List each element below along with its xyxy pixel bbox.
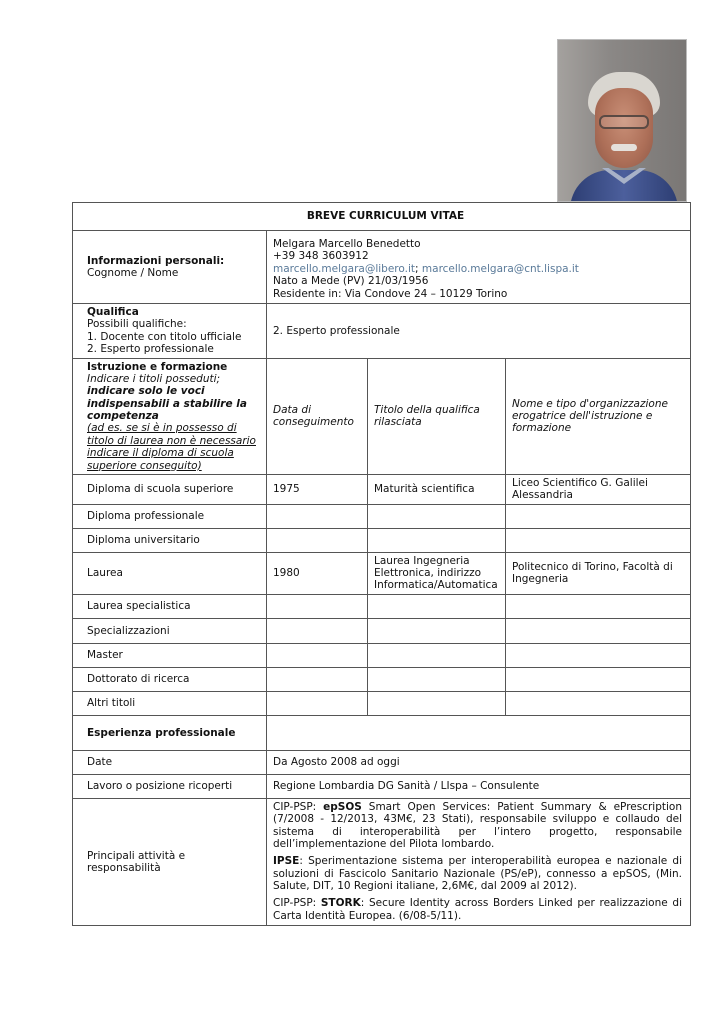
row-title: Maturità scientifica	[368, 474, 506, 504]
esperienza-job-row	[73, 774, 691, 798]
row-org	[506, 594, 691, 618]
table-row	[73, 528, 691, 552]
row-org	[506, 667, 691, 691]
email-link-1[interactable]: marcello.melgara@libero.it	[273, 262, 416, 275]
row-date: 1975	[267, 474, 368, 504]
row-title	[368, 594, 506, 618]
qualifica-label-cell	[73, 304, 267, 359]
qualifica-line-3: 2. Esperto professionale	[87, 343, 214, 356]
esperienza-activities-label: Principali attività e responsabilità	[73, 798, 267, 925]
email-separator: ;	[415, 262, 419, 275]
table-row	[73, 643, 691, 667]
profile-photo	[557, 39, 687, 202]
row-title	[368, 691, 506, 715]
row-label: Diploma di scuola superiore	[73, 474, 267, 504]
esperienza-date-value: Da Agosto 2008 ad oggi	[267, 750, 691, 774]
row-label: Laurea	[73, 552, 267, 594]
row-date	[267, 667, 368, 691]
row-title: Laurea Ingegneria Elettronica, indirizzo Informatica/Automatica	[368, 552, 506, 594]
esperienza-date-label: Date	[73, 750, 267, 774]
personal-label: Informazioni personali:	[87, 254, 225, 267]
esperienza-label: Esperienza professionale	[73, 715, 267, 750]
row-label: Laurea specialistica	[73, 594, 267, 618]
istruzione-intro: Indicare i titoli posseduti;	[87, 372, 221, 385]
table-row	[73, 667, 691, 691]
istruzione-label-cell	[73, 358, 267, 474]
istruzione-note: (ad es. se si è in possesso di titolo di laurea non è necessario indicare il diploma di scuola superiore conseguito)	[87, 422, 256, 472]
table-row	[73, 691, 691, 715]
qualifica-line-1: Possibili qualifiche:	[87, 318, 187, 331]
person-residence: Residente in: Via Condove 24 – 10129 Torino	[273, 287, 508, 300]
table-row	[73, 594, 691, 618]
esperienza-job-label: Lavoro o posizione ricoperti	[73, 774, 267, 798]
personal-sublabel: Cognome / Nome	[87, 267, 179, 279]
table-row	[73, 474, 691, 504]
esperienza-activities-row	[73, 798, 691, 925]
col-header-title: Titolo della qualifica rilasciata	[368, 358, 506, 474]
row-org	[506, 528, 691, 552]
esperienza-activities-value	[267, 798, 691, 925]
qualifica-value: 2. Esperto professionale	[267, 304, 691, 359]
person-name: Melgara Marcello Benedetto	[273, 238, 421, 251]
row-label: Diploma universitario	[73, 528, 267, 552]
istruzione-header-row	[73, 358, 691, 474]
table-row	[73, 552, 691, 594]
qualifica-line-2: 1. Docente con titolo ufficiale	[87, 330, 242, 343]
row-org: Liceo Scientifico G. Galilei Alessandria	[506, 474, 691, 504]
row-title	[368, 618, 506, 643]
row-org	[506, 643, 691, 667]
email-link-2[interactable]: marcello.melgara@cnt.lispa.it	[421, 262, 579, 275]
row-label: Diploma professionale	[73, 504, 267, 528]
row-label: Altri titoli	[73, 691, 267, 715]
row-org: Politecnico di Torino, Facoltà di Ingegneria	[506, 552, 691, 594]
row-title	[368, 643, 506, 667]
esperienza-date-row	[73, 750, 691, 774]
col-header-date: Data di conseguimento	[267, 358, 368, 474]
cv-table	[72, 202, 691, 926]
row-title	[368, 504, 506, 528]
personal-info-label	[73, 231, 267, 304]
row-date	[267, 504, 368, 528]
activity-stork: CIP-PSP: STORK: Secure Identity across Borders Linked per realizzazione di Carta Identità Europea. (6/08-5/11).	[273, 897, 682, 922]
col-header-org: Nome e tipo d'organizzazione erogatrice dell'istruzione e formazione	[506, 358, 691, 474]
personal-info-row	[73, 231, 691, 304]
table-row	[73, 618, 691, 643]
row-label: Dottorato di ricerca	[73, 667, 267, 691]
row-date	[267, 643, 368, 667]
row-org	[506, 618, 691, 643]
row-date	[267, 528, 368, 552]
activity-epsos: CIP-PSP: epSOS Smart Open Services: Patient Summary & ePrescription (7/2008 - 12/2013, 43M€, 23 Stati), responsabile sviluppo e collaudo del sistema di interoperabilità per l’intero progetto, responsabile dell’implementazione del Pilota lombardo.	[273, 800, 683, 850]
istruzione-intro-bold: indicare solo le voci indispensabili a stabilire la competenza	[87, 385, 247, 422]
qualifica-label: Qualifica	[87, 306, 139, 318]
row-org	[506, 504, 691, 528]
row-label: Specializzazioni	[73, 618, 267, 643]
istruzione-label: Istruzione e formazione	[87, 360, 228, 373]
page-title: BREVE CURRICULUM VITAE	[73, 203, 691, 231]
esperienza-header-row	[73, 715, 691, 750]
person-phone: +39 348 3603912	[273, 250, 369, 263]
personal-info-value	[267, 231, 691, 304]
row-title	[368, 528, 506, 552]
row-title	[368, 667, 506, 691]
esperienza-job-value: Regione Lombardia DG Sanità / LIspa – Consulente	[267, 774, 691, 798]
person-birth: Nato a Mede (PV) 21/03/1956	[273, 275, 429, 288]
table-row	[73, 504, 691, 528]
row-date	[267, 594, 368, 618]
row-date	[267, 618, 368, 643]
activity-ipse: IPSE: Sperimentazione sistema per interoperabilità europea e nazionale di soluzioni di Fascicolo Sanitario Nazionale (PS/eP), connesso a epSOS, (Min. Salute, DIT, 10 Regioni italiane, 2,6M€, dal 2009 al 2012).	[273, 855, 683, 892]
row-date: 1980	[267, 552, 368, 594]
row-label: Master	[73, 643, 267, 667]
row-org	[506, 691, 691, 715]
row-date	[267, 691, 368, 715]
qualifica-row	[73, 304, 691, 359]
